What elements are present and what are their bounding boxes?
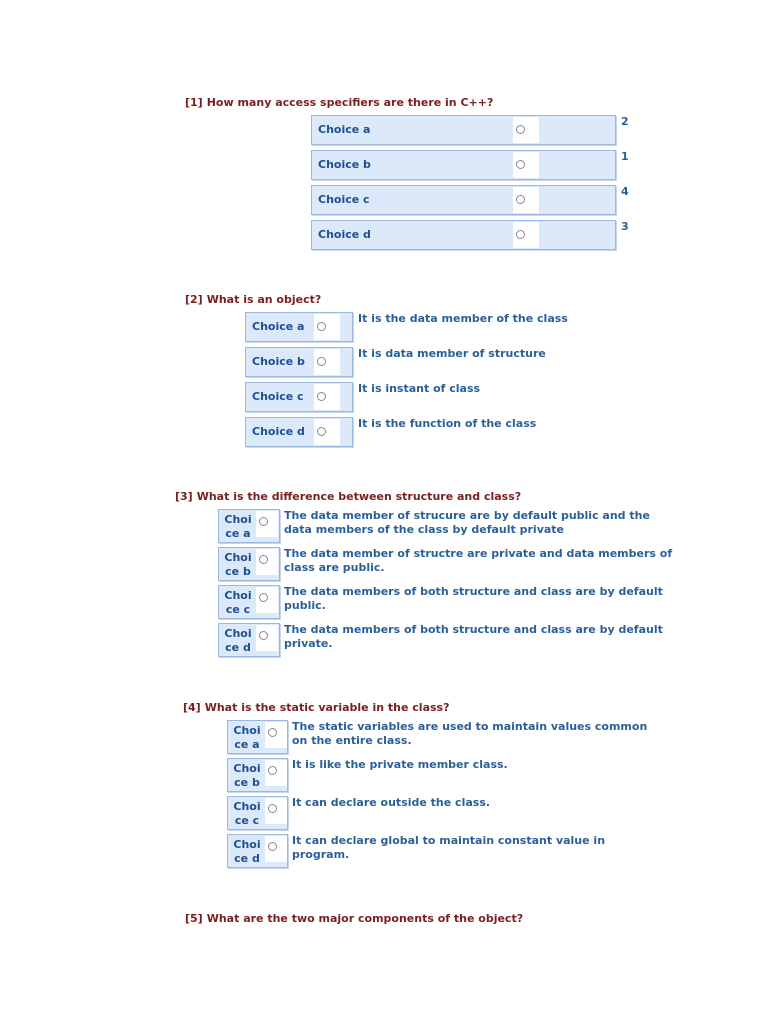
choice-box[interactable] bbox=[227, 796, 288, 830]
choice-box[interactable] bbox=[311, 220, 616, 250]
question-text: What are the two major components of the object? bbox=[206, 912, 524, 925]
question-text: What is the static variable in the class? bbox=[204, 701, 450, 714]
choice-box[interactable] bbox=[311, 185, 616, 215]
question-4-title bbox=[183, 701, 449, 714]
answer-text: It can declare global to maintain constant value in program. bbox=[292, 834, 606, 861]
choice-box[interactable] bbox=[311, 115, 616, 145]
radio-button[interactable] bbox=[259, 631, 268, 640]
choice-box[interactable] bbox=[218, 509, 280, 543]
question-text: How many access specifiers are there in C++? bbox=[206, 96, 494, 109]
question-number: [1] bbox=[185, 96, 203, 109]
radio-button[interactable] bbox=[317, 357, 326, 366]
choice-label: Choice c bbox=[252, 390, 304, 403]
answer-text: The data member of structre are private and data members of class are public. bbox=[284, 547, 673, 574]
choice-row-d[interactable] bbox=[227, 834, 667, 868]
choice-row-c[interactable] bbox=[245, 382, 665, 412]
choice-label: Choice b bbox=[224, 551, 252, 578]
choice-row-b[interactable] bbox=[218, 547, 678, 581]
question-5-title bbox=[185, 912, 523, 925]
radio-button[interactable] bbox=[317, 392, 326, 401]
radio-cell[interactable] bbox=[513, 152, 539, 178]
choice-label: Choice a bbox=[233, 724, 261, 751]
choice-label: Choice b bbox=[252, 355, 305, 368]
choice-box[interactable] bbox=[218, 547, 280, 581]
question-number: [2] bbox=[185, 293, 203, 306]
choice-row-c[interactable] bbox=[218, 585, 678, 619]
choice-box[interactable] bbox=[245, 347, 353, 377]
choice-row-d[interactable] bbox=[245, 417, 665, 447]
choice-row-c[interactable] bbox=[311, 185, 631, 215]
answer-text: It is the function of the class bbox=[358, 417, 537, 430]
choice-box[interactable] bbox=[227, 758, 288, 792]
radio-button[interactable] bbox=[317, 427, 326, 436]
choice-row-a[interactable] bbox=[218, 509, 678, 543]
answer-text: The data member of strucure are by default public and the data members of the class by default private bbox=[284, 509, 650, 536]
question-2-title bbox=[185, 293, 321, 306]
radio-button[interactable] bbox=[516, 160, 525, 169]
radio-button[interactable] bbox=[516, 125, 525, 134]
radio-cell[interactable] bbox=[513, 222, 539, 248]
choice-row-c[interactable] bbox=[227, 796, 667, 830]
choice-label: Choice b bbox=[233, 762, 261, 789]
radio-button[interactable] bbox=[259, 517, 268, 526]
answer-text: 3 bbox=[621, 220, 629, 233]
radio-cell[interactable] bbox=[314, 349, 340, 375]
choice-box[interactable] bbox=[227, 834, 288, 868]
radio-cell[interactable] bbox=[314, 384, 340, 410]
radio-cell[interactable] bbox=[265, 836, 287, 862]
radio-cell[interactable] bbox=[513, 187, 539, 213]
radio-cell[interactable] bbox=[256, 625, 278, 651]
choice-label: Choice a bbox=[224, 513, 252, 540]
radio-cell[interactable] bbox=[513, 117, 539, 143]
choice-label: Choice d bbox=[224, 627, 252, 654]
choice-label: Choice d bbox=[233, 838, 261, 865]
radio-button[interactable] bbox=[268, 728, 277, 737]
radio-cell[interactable] bbox=[265, 798, 287, 824]
choice-label: Choice d bbox=[252, 425, 305, 438]
question-1-title bbox=[185, 96, 493, 109]
answer-text: It is data member of structure bbox=[358, 347, 546, 360]
question-3-title bbox=[175, 490, 521, 503]
choice-label: Choice a bbox=[252, 320, 305, 333]
choice-label: Choice b bbox=[318, 158, 371, 171]
question-text: What is the difference between structure and class? bbox=[196, 490, 522, 503]
choice-label: Choice c bbox=[233, 800, 261, 827]
choice-row-b[interactable] bbox=[311, 150, 631, 180]
choice-box[interactable] bbox=[245, 312, 353, 342]
radio-cell[interactable] bbox=[314, 419, 340, 445]
choice-box[interactable] bbox=[245, 417, 353, 447]
choice-row-b[interactable] bbox=[227, 758, 667, 792]
choice-box[interactable] bbox=[218, 585, 280, 619]
radio-button[interactable] bbox=[268, 842, 277, 851]
choice-label: Choice a bbox=[318, 123, 371, 136]
radio-button[interactable] bbox=[516, 195, 525, 204]
answer-text: It is like the private member class. bbox=[292, 758, 508, 771]
radio-button[interactable] bbox=[516, 230, 525, 239]
radio-button[interactable] bbox=[268, 804, 277, 813]
radio-cell[interactable] bbox=[256, 587, 278, 613]
radio-button[interactable] bbox=[259, 593, 268, 602]
choice-label: Choice d bbox=[318, 228, 371, 241]
question-text: What is an object? bbox=[206, 293, 322, 306]
answer-text: 2 bbox=[621, 115, 629, 128]
choice-row-d[interactable] bbox=[311, 220, 631, 250]
choice-row-a[interactable] bbox=[245, 312, 665, 342]
question-number: [4] bbox=[183, 701, 201, 714]
radio-cell[interactable] bbox=[256, 511, 278, 537]
choice-row-a[interactable] bbox=[311, 115, 631, 145]
radio-cell[interactable] bbox=[256, 549, 278, 575]
answer-text: The data members of both structure and class are by default public. bbox=[284, 585, 663, 612]
radio-button[interactable] bbox=[317, 322, 326, 331]
answer-text: It is instant of class bbox=[358, 382, 481, 395]
radio-button[interactable] bbox=[259, 555, 268, 564]
question-number: [5] bbox=[185, 912, 203, 925]
choice-row-a[interactable] bbox=[227, 720, 667, 754]
choice-box[interactable] bbox=[311, 150, 616, 180]
choice-box[interactable] bbox=[227, 720, 288, 754]
question-number: [3] bbox=[175, 490, 193, 503]
answer-text: 4 bbox=[621, 185, 629, 198]
answer-text: 1 bbox=[621, 150, 629, 163]
answer-text: It can declare outside the class. bbox=[292, 796, 491, 809]
answer-text: The data members of both structure and class are by default private. bbox=[284, 623, 663, 650]
choice-box[interactable] bbox=[218, 623, 280, 657]
choice-box[interactable] bbox=[245, 382, 353, 412]
choice-label: Choice c bbox=[318, 193, 370, 206]
choice-row-b[interactable] bbox=[245, 347, 665, 377]
radio-cell[interactable] bbox=[314, 314, 340, 340]
radio-cell[interactable] bbox=[265, 722, 287, 748]
choice-label: Choice c bbox=[224, 589, 252, 616]
radio-cell[interactable] bbox=[265, 760, 287, 786]
answer-text: It is the data member of the class bbox=[358, 312, 568, 325]
radio-button[interactable] bbox=[268, 766, 277, 775]
choice-row-d[interactable] bbox=[218, 623, 678, 657]
answer-text: The static variables are used to maintain values common on the entire class. bbox=[292, 720, 648, 747]
